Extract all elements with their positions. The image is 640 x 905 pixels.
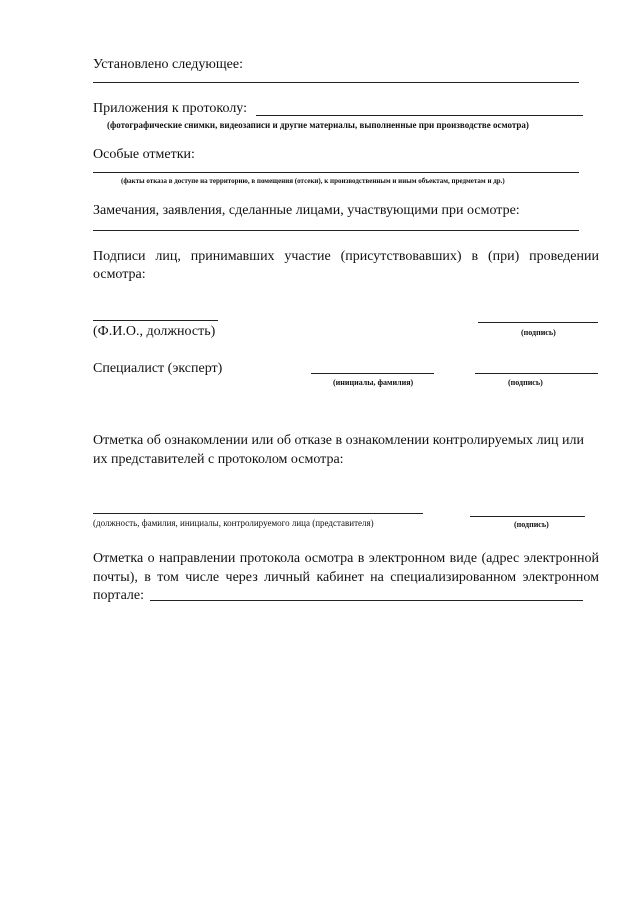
attachments-line <box>256 115 583 116</box>
remarks-line <box>93 230 579 231</box>
established-label: Установлено следующее: <box>93 57 243 72</box>
acquaintance-signature-hint: (подпись) <box>514 520 549 529</box>
participants-name-hint: (Ф.И.О., должность) <box>93 324 216 339</box>
acquaintance-line1: Отметка об ознакомлении или об отказе в ознакомлении контролируемых лиц или <box>93 433 584 448</box>
acquaintance-signature-line <box>470 516 585 517</box>
specialist-signature-hint: (подпись) <box>508 378 543 387</box>
attachments-label: Приложения к протоколу: <box>93 101 248 116</box>
specialist-initials-line <box>311 373 434 374</box>
specialist-signature-line <box>475 373 598 374</box>
participants-signature-line <box>478 322 598 323</box>
special-notes-line <box>93 172 579 173</box>
remarks-label: Замечания, заявления, сделанные лицами, участвующими при осмотре: <box>93 203 520 218</box>
participants-signature-hint: (подпись) <box>521 328 556 337</box>
attachments-hint: (фотографические снимки, видеозаписи и другие материалы, выполненные при производстве осмотра) <box>107 120 529 130</box>
electronic-line1: Отметка о направлении протокола осмотра в электронном виде (адрес электронной <box>93 551 599 566</box>
acquaintance-person-hint: (должность, фамилия, инициалы, контролируемого лица (представителя) <box>93 518 374 528</box>
participants-name-line <box>93 320 218 321</box>
electronic-line3: портале: <box>93 588 145 603</box>
electronic-address-line <box>150 600 583 601</box>
specialist-label: Специалист (эксперт) <box>93 361 223 376</box>
special-notes-label: Особые отметки: <box>93 147 195 162</box>
special-notes-hint: (факты отказа в доступе на территорию, в помещения (отсеки), к производственным и иным объектам, предметам и др.) <box>121 177 505 185</box>
established-line <box>93 82 579 83</box>
participants-line2: осмотра: <box>93 267 146 282</box>
participants-line1: Подписи лиц, принимавших участие (присутствовавших) в (при) проведении <box>93 249 599 264</box>
electronic-line2: почты), в том числе через личный кабинет на специализированном электронном <box>93 570 599 585</box>
specialist-initials-hint: (инициалы, фамилия) <box>333 378 414 387</box>
acquaintance-person-line <box>93 513 423 514</box>
acquaintance-line2: их представителей с протоколом осмотра: <box>93 452 344 467</box>
